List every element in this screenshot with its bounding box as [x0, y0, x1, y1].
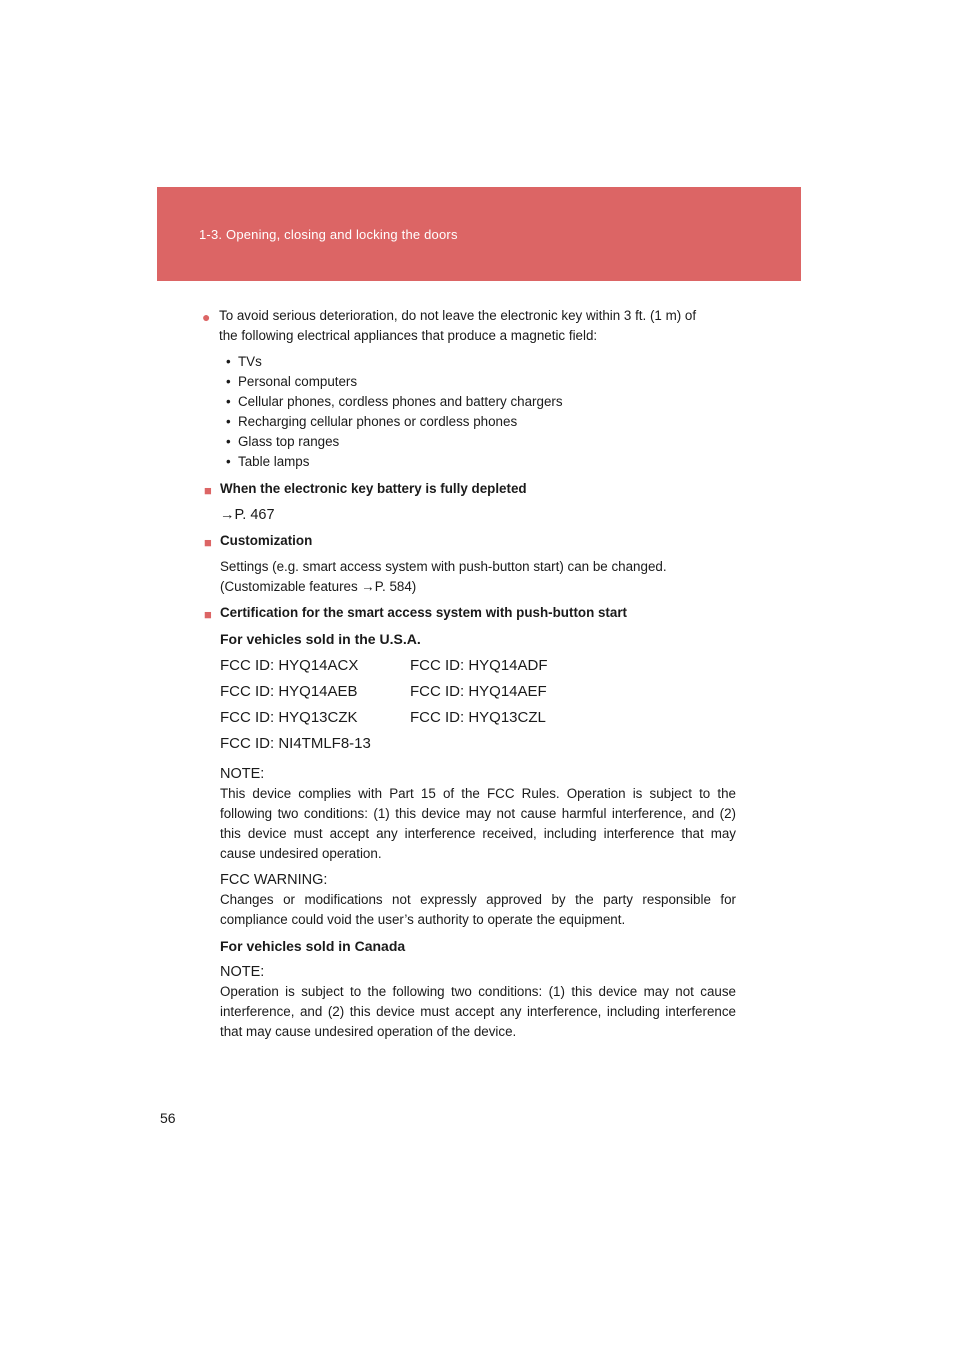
battery-page-ref[interactable]: →P. 467	[220, 507, 275, 523]
fcc-id-row: FCC ID: NI4TMLF8-13	[220, 735, 371, 752]
fcc-warning-text: Changes or modifications not expressly approved by the party responsible for compliance could void the user’s authority to operate the equipment.	[220, 892, 736, 927]
square-bullet-icon: ■	[204, 535, 212, 550]
bullet-dot-icon: ●	[202, 309, 211, 325]
list-item: • Glass top ranges	[226, 432, 736, 452]
list-item: • Recharging cellular phones or cordless phones	[226, 412, 736, 432]
bullet-icon: •	[226, 354, 231, 369]
fcc-id-row: FCC ID: HYQ14AEB FCC ID: HYQ14AEF	[220, 683, 547, 700]
usa-note-text: This device complies with Part 15 of the FCC Rules. Operation is subject to the following two conditions: (1) this device may not cause harmful interference, and (2) this device must accept any interference received, including interference that may cause undesired operation.	[220, 786, 736, 861]
warning-line-1: To avoid serious deterioration, do not leave the electronic key within 3 ft. (1 m) of	[219, 308, 697, 323]
usa-heading: For vehicles sold in the U.S.A.	[220, 631, 421, 647]
bullet-icon: •	[226, 374, 231, 389]
certification-body	[204, 623, 736, 1042]
usa-note-label: NOTE:	[220, 766, 265, 782]
fcc-warning-label: FCC WARNING:	[220, 872, 328, 888]
appliance-list	[204, 352, 736, 472]
canada-note-text: Operation is subject to the following two conditions: (1) this device may not cause interference, and (2) this device must accept any interference, including interference that may cause undesired operation of the device.	[220, 984, 736, 1039]
square-bullet-icon: ■	[204, 607, 212, 622]
canada-note-label: NOTE:	[220, 964, 265, 980]
list-item: • Cellular phones, cordless phones and battery chargers	[226, 392, 736, 412]
battery-depleted-heading: ■ When the electronic key battery is fully depleted	[204, 479, 736, 499]
electronic-key-warning	[204, 306, 736, 346]
page-number: 56	[160, 1110, 176, 1126]
warning-line-2: the following electrical appliances that produce a magnetic field:	[219, 328, 598, 343]
customization-heading: ■ Customization	[204, 531, 736, 551]
bullet-icon: •	[226, 434, 231, 449]
fcc-id-row: FCC ID: HYQ14ACX FCC ID: HYQ14ADF	[220, 657, 548, 674]
list-item: • Table lamps	[226, 452, 736, 472]
section-title: 1-3. Opening, closing and locking the doors	[199, 227, 458, 242]
page-content	[204, 306, 736, 1042]
square-bullet-icon: ■	[204, 483, 212, 498]
bullet-icon: •	[226, 454, 231, 469]
list-item: • Personal computers	[226, 372, 736, 392]
certification-heading: ■ Certification for the smart access system with push-button start	[204, 603, 736, 623]
list-item: • TVs	[226, 352, 736, 372]
section-header-band	[157, 187, 801, 281]
bullet-icon: •	[226, 394, 231, 409]
bullet-icon: •	[226, 414, 231, 429]
customization-text: Settings (e.g. smart access system with push-button start) can be changed. (Customizable features →P. 584)	[220, 559, 667, 594]
canada-heading: For vehicles sold in Canada	[220, 938, 406, 954]
fcc-id-row: FCC ID: HYQ13CZK FCC ID: HYQ13CZL	[220, 709, 546, 726]
